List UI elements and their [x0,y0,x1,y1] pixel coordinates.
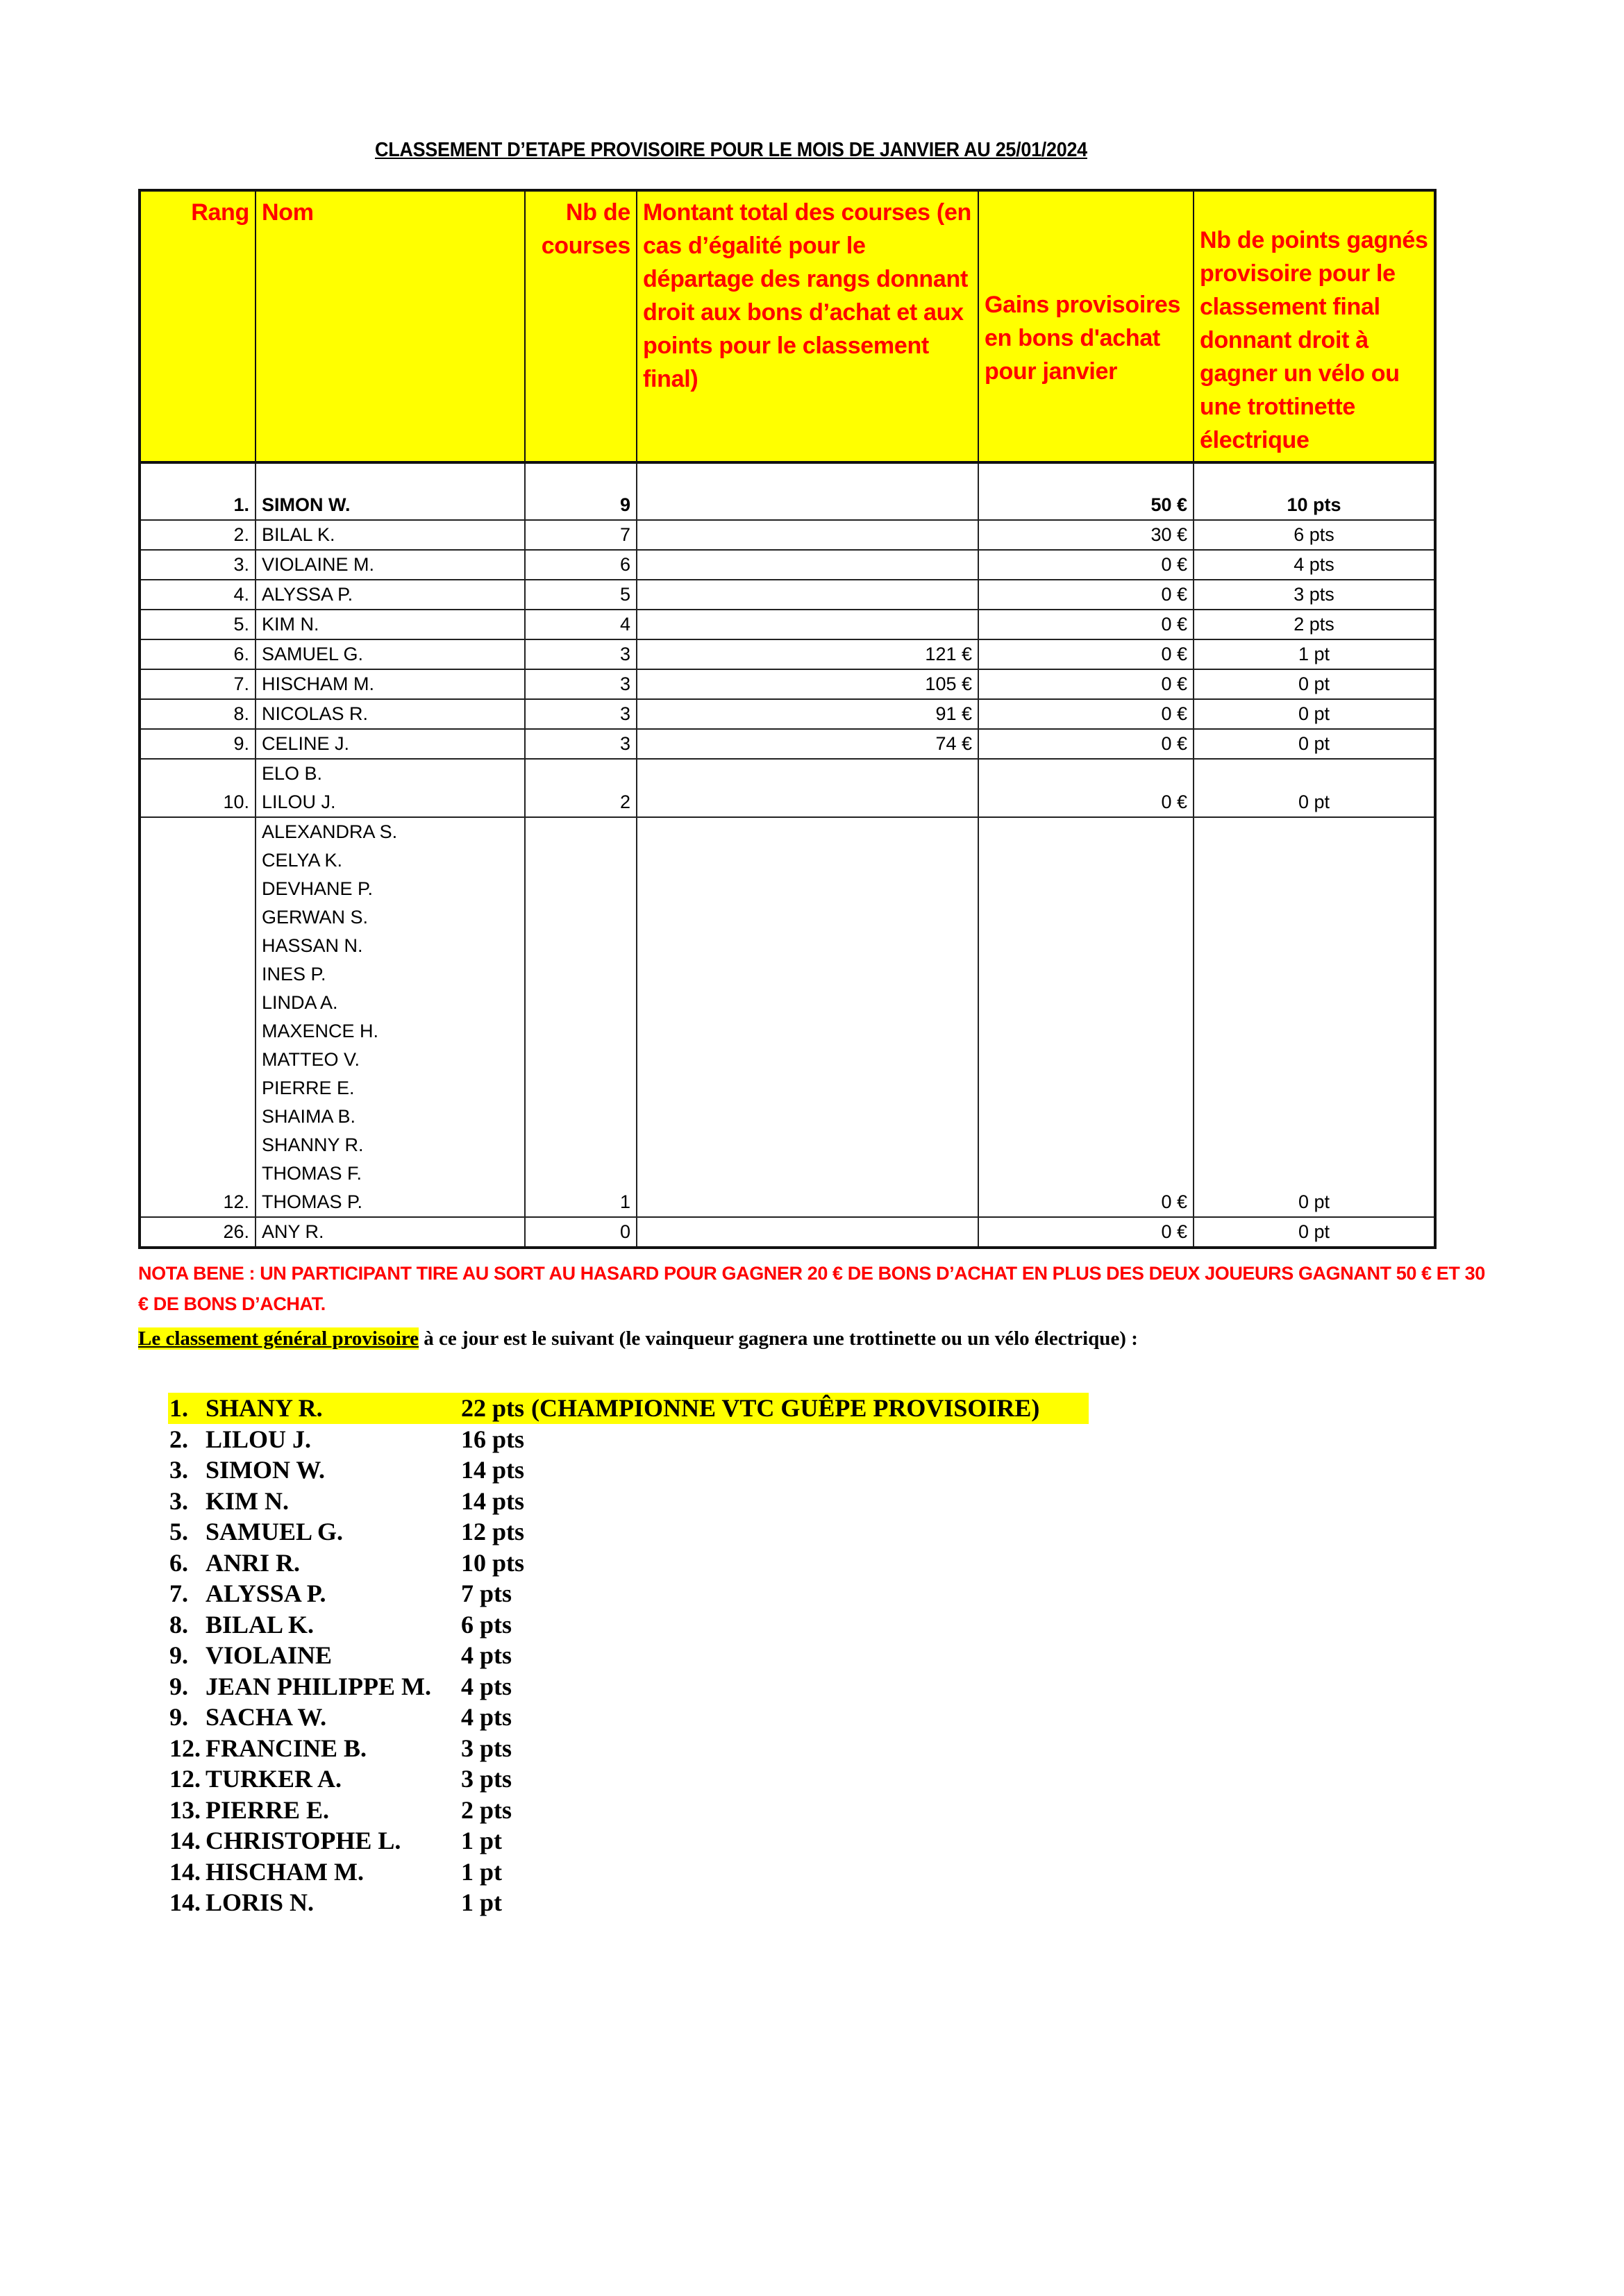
cell-rang: 8. [140,699,256,729]
cell-rang: 1. [140,462,256,520]
general-ranking-item [168,1393,1089,1424]
general-name: ALYSSA P. [206,1579,326,1607]
general-points: 4 pts [461,1703,512,1731]
cell-montant [637,610,978,639]
cell-nb-courses: 7 [525,520,637,550]
participant-name: SAMUEL G. [262,644,364,664]
cell-points: 0 pt [1194,729,1435,759]
cell-nb-courses: 3 [525,669,637,699]
cell-nb-courses: 0 [525,1217,637,1248]
cell-points: 4 pts [1194,550,1435,580]
participant-name: SIMON W. [262,494,351,515]
cell-gains: 0 € [978,610,1194,639]
table-row [140,729,1435,759]
page-title: CLASSEMENT D’ETAPE PROVISOIRE POUR LE MOIS DE JANVIER AU 25/01/2024 [375,139,1087,161]
general-name: CHRISTOPHE L. [206,1827,401,1854]
table-row [140,520,1435,550]
general-ranking-item [169,1825,1089,1857]
general-ranking-item [169,1609,1089,1641]
general-rank: 9. [169,1641,188,1669]
general-points: 4 pts [461,1672,512,1700]
general-points: 1 pt [461,1827,503,1854]
table-row [140,759,1435,817]
participant-name: DEVHANE P. [262,878,374,899]
general-rank: 9. [169,1672,188,1700]
general-name: SACHA W. [206,1703,327,1731]
cell-gains: 0 € [978,1217,1194,1248]
stage-ranking-table [138,189,1437,1249]
cell-rang: 7. [140,669,256,699]
general-points: 7 pts [461,1579,512,1607]
general-name: JEAN PHILIPPE M. [206,1672,432,1700]
table-row [140,610,1435,639]
general-ranking-item [169,1424,1089,1455]
general-points: 22 pts [461,1394,525,1422]
participant-name: THOMAS F. [262,1163,362,1184]
general-rank: 5. [169,1518,188,1545]
general-points: 6 pts [461,1610,512,1639]
cell-montant: 74 € [637,729,978,759]
cell-points: 1 pt [1194,639,1435,669]
cell-nb-courses: 3 [525,639,637,669]
participant-name: ANY R. [262,1221,324,1242]
general-ranking-item [169,1857,1089,1888]
general-rank: 12. [169,1734,201,1762]
general-name: LILOU J. [206,1425,312,1453]
cell-nb-courses: 5 [525,580,637,610]
participant-name: LINDA A. [262,992,338,1013]
cell-gains: 0 € [978,729,1194,759]
cell-rang: 6. [140,639,256,669]
general-rank: 3. [169,1486,188,1515]
general-rank: 2. [169,1425,188,1453]
general-ranking-list [169,1393,1089,1918]
general-points: 1 pt [461,1888,503,1916]
cell-rang: 10. [140,759,256,817]
cell-nom [256,1217,525,1248]
table-row [140,1217,1435,1248]
cell-points: 0 pt [1194,669,1435,699]
cell-montant: 121 € [637,639,978,669]
general-name: PIERRE E. [206,1795,330,1824]
cell-nb-courses: 4 [525,610,637,639]
participant-name: ELO B. [262,763,323,784]
general-rank: 1. [169,1394,188,1422]
participant-name: PIERRE E. [262,1078,355,1098]
general-points: 4 pts [461,1641,512,1669]
general-rank: 13. [169,1795,201,1824]
general-ranking-item [169,1733,1089,1764]
general-points: 3 pts [461,1734,512,1762]
cell-rang: 2. [140,520,256,550]
general-ranking-item [169,1640,1089,1671]
table-row [140,462,1435,520]
cell-nom [256,759,525,817]
header-rang: Rang [140,190,256,462]
cell-nom [256,462,525,520]
general-rank: 8. [169,1610,188,1639]
participant-name: LILOU J. [262,791,336,812]
general-rank: 14. [169,1827,201,1854]
cell-montant: 91 € [637,699,978,729]
general-name: LORIS N. [206,1888,315,1916]
general-ranking-item [169,1702,1089,1733]
general-rank: 14. [169,1857,201,1886]
table-row [140,639,1435,669]
cell-rang: 9. [140,729,256,759]
participant-name: KIM N. [262,614,319,635]
cell-gains: 0 € [978,639,1194,669]
participant-name: VIOLAINE M. [262,554,375,575]
cell-nom [256,550,525,580]
cell-nb-courses: 2 [525,759,637,817]
participant-name: INES P. [262,964,326,984]
general-points: 10 pts [461,1548,525,1577]
header-nom: Nom [256,190,525,462]
participant-name: BILAL K. [262,524,335,545]
participant-name: HASSAN N. [262,935,363,956]
cell-montant [637,580,978,610]
participant-name: ALEXANDRA S. [262,821,398,842]
general-name: HISCHAM M. [206,1857,364,1886]
general-note: (CHAMPIONNE VTC GUÊPE PROVISOIRE) [531,1394,1040,1422]
general-name: KIM N. [206,1486,289,1515]
table-row [140,669,1435,699]
cell-rang: 4. [140,580,256,610]
cell-montant: 105 € [637,669,978,699]
cell-nb-courses: 3 [525,699,637,729]
general-points: 14 pts [461,1456,525,1484]
cell-nb-courses: 9 [525,462,637,520]
nota-bene: NOTA BENE : UN PARTICIPANT TIRE AU SORT AU HASARD POUR GAGNER 20 € DE BONS D’ACHAT EN PLUS DES DEUX JOUEURS GAGNANT 50 € ET 30 € DE BONS D’ACHAT. [138,1263,1485,1314]
cell-nom [256,580,525,610]
participant-name: SHANNY R. [262,1134,364,1155]
participant-name: HISCHAM M. [262,673,374,694]
general-name: SAMUEL G. [206,1518,344,1545]
cell-montant [637,520,978,550]
general-ranking-item [169,1763,1089,1795]
cell-rang: 5. [140,610,256,639]
general-ranking-item [169,1578,1089,1609]
table-row [140,699,1435,729]
general-name: TURKER A. [206,1765,342,1793]
general-ranking-item [169,1516,1089,1548]
cell-nb-courses: 6 [525,550,637,580]
header-gains: Gains provisoires en bons d'achat pour janvier [978,190,1194,462]
cell-nb-courses: 3 [525,729,637,759]
general-ranking-intro [138,1327,1138,1350]
cell-gains: 0 € [978,759,1194,817]
cell-gains: 0 € [978,699,1194,729]
cell-gains: 0 € [978,550,1194,580]
table-row [140,817,1435,1217]
cell-nb-courses: 1 [525,817,637,1217]
general-points: 12 pts [461,1518,525,1545]
cell-nom [256,729,525,759]
general-ranking-item [169,1887,1089,1918]
general-points: 3 pts [461,1765,512,1793]
cell-points: 2 pts [1194,610,1435,639]
general-rank: 6. [169,1548,188,1577]
general-name: VIOLAINE [206,1641,333,1669]
header-nb-courses: Nb de courses [525,190,637,462]
cell-points: 10 pts [1194,462,1435,520]
general-ranking-item [169,1455,1089,1486]
participant-name: MATTEO V. [262,1049,360,1070]
general-ranking-item [169,1548,1089,1579]
cell-rang: 3. [140,550,256,580]
general-points: 14 pts [461,1486,525,1515]
general-name: SIMON W. [206,1456,326,1484]
cell-nom [256,817,525,1217]
general-ranking-item [169,1671,1089,1702]
general-rank: 14. [169,1888,201,1916]
participant-name: GERWAN S. [262,907,369,928]
participant-name: MAXENCE H. [262,1021,379,1041]
table-row [140,580,1435,610]
cell-nom [256,520,525,550]
intro-rest: à ce jour est le suivant (le vainqueur gagnera une trottinette ou un vélo électrique) : [419,1327,1138,1350]
cell-montant [637,462,978,520]
cell-gains: 0 € [978,580,1194,610]
cell-nom [256,610,525,639]
cell-montant [637,759,978,817]
cell-points: 3 pts [1194,580,1435,610]
general-points: 16 pts [461,1425,525,1453]
participant-name: ALYSSA P. [262,584,353,605]
participant-name: NICOLAS R. [262,703,369,724]
general-name: ANRI R. [206,1548,301,1577]
table-body [140,462,1435,1248]
table-row [140,550,1435,580]
general-rank: 7. [169,1579,188,1607]
cell-montant [637,550,978,580]
cell-points: 6 pts [1194,520,1435,550]
general-points: 2 pts [461,1795,512,1824]
general-ranking-item [169,1795,1089,1826]
cell-gains: 30 € [978,520,1194,550]
cell-points: 0 pt [1194,1217,1435,1248]
cell-montant [637,1217,978,1248]
participant-name: SHAIMA B. [262,1106,356,1127]
header-points: Nb de points gagnés provisoire pour le classement final donnant droit à gagner un vélo ou une trottinette électrique [1194,190,1435,462]
general-ranking-item [169,1486,1089,1517]
general-rank: 3. [169,1456,188,1484]
cell-points: 0 pt [1194,817,1435,1217]
cell-points: 0 pt [1194,759,1435,817]
table-header-row [140,190,1435,462]
general-rank: 9. [169,1703,188,1731]
cell-montant [637,817,978,1217]
cell-nom [256,669,525,699]
general-name: FRANCINE B. [206,1734,367,1762]
participant-name: CELYA K. [262,850,343,871]
general-name: SHANY R. [206,1394,323,1422]
header-montant: Montant total des courses (en cas d’égalité pour le départage des rangs donnant droit aux bons d’achat et aux points pour le classement final) [637,190,978,462]
general-points: 1 pt [461,1857,503,1886]
cell-gains: 50 € [978,462,1194,520]
cell-gains: 0 € [978,817,1194,1217]
cell-points: 0 pt [1194,699,1435,729]
general-name: BILAL K. [206,1610,315,1639]
cell-nom [256,639,525,669]
cell-rang: 26. [140,1217,256,1248]
cell-gains: 0 € [978,669,1194,699]
cell-nom [256,699,525,729]
general-rank: 12. [169,1765,201,1793]
participant-name: CELINE J. [262,733,350,754]
participant-name: THOMAS P. [262,1191,363,1212]
cell-rang: 12. [140,817,256,1217]
intro-highlight: Le classement général provisoire [138,1327,419,1350]
